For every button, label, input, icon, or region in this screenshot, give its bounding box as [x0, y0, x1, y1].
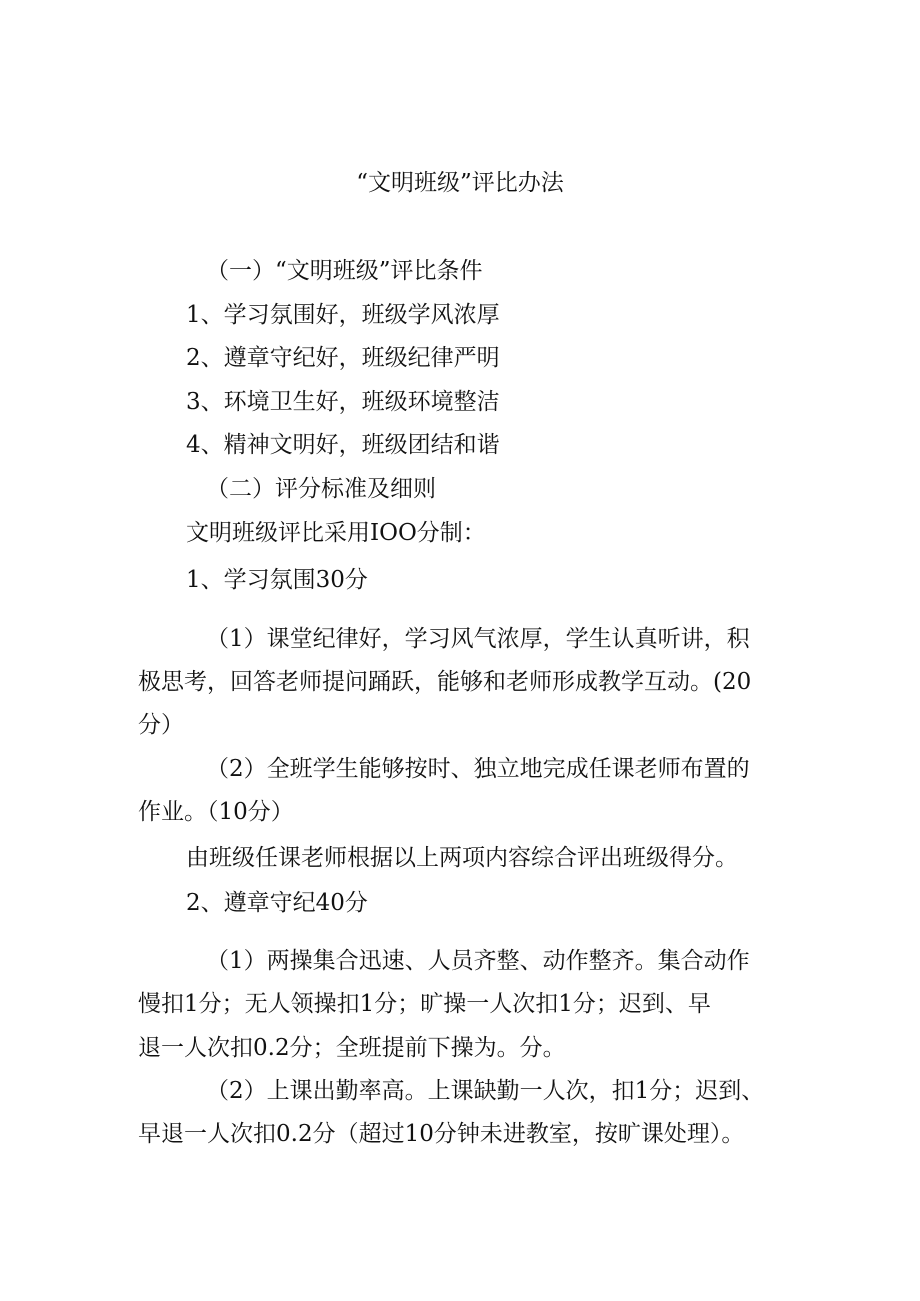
item1-paragraph1-line1: （1）课堂纪律好，学习风气浓厚，学生认真听讲，积: [206, 626, 750, 652]
item1-paragraph2-line1: （2）全班学生能够按时、独立地完成任课老师布置的: [206, 756, 750, 782]
item2-heading: 2、遵章守纪40分: [186, 890, 368, 916]
condition-1: 1、学习氛围好，班级学风浓厚: [186, 302, 500, 328]
section2-heading: （二）评分标准及细则: [206, 476, 436, 502]
item1-paragraph2-line2: 作业。（10分）: [138, 799, 294, 825]
item2-paragraph1-line1: （1）两操集合迅速、人员齐整、动作整齐。集合动作: [206, 948, 750, 974]
section1-heading: （一）“文明班级”评比条件: [206, 258, 483, 284]
item1-note: 由班级任课老师根据以上两项内容综合评出班级得分。: [186, 845, 738, 871]
item2-paragraph1-line3: 退一人次扣0.2分；全班提前下操为。分。: [138, 1035, 566, 1061]
item2-paragraph1-line2: 慢扣1分；无人领操扣1分；旷操一人次扣1分；迟到、早: [138, 991, 711, 1017]
item2-paragraph2-line1: （2）上课出勤率高。上课缺勤一人次，扣1分；迟到、: [206, 1078, 765, 1104]
document-title: “文明班级”评比办法: [356, 170, 564, 196]
scoring-intro: 文明班级评比采用IOO分制：: [186, 520, 486, 546]
condition-2: 2、遵章守纪好，班级纪律严明: [186, 345, 500, 371]
condition-4: 4、精神文明好，班级团结和谐: [186, 432, 500, 458]
item2-paragraph2-line2: 早退一人次扣0.2分（超过10分钟未进教室，按旷课处理）。: [138, 1121, 745, 1147]
item1-paragraph1-line2: 极思考，回答老师提问踊跃，能够和老师形成教学互动。(20: [138, 669, 752, 695]
item1-paragraph1-line3: 分）: [138, 712, 184, 738]
item1-heading: 1、学习氛围30分: [186, 567, 368, 593]
condition-3: 3、环境卫生好，班级环境整洁: [186, 389, 500, 415]
